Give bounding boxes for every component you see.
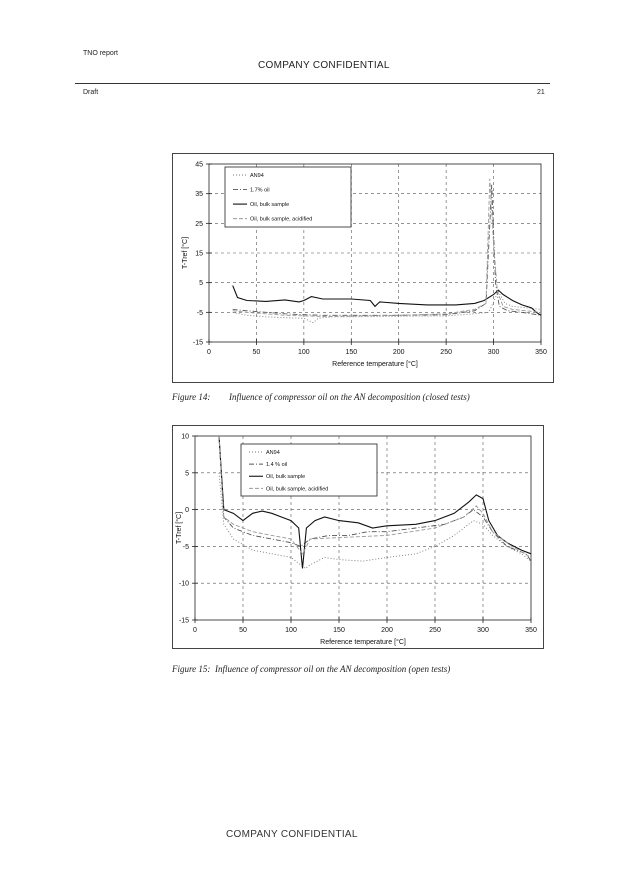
y-axis-label: T-Tref [°C] (182, 236, 189, 270)
x-tick-label: 200 (392, 349, 405, 356)
x-tick-label: 300 (477, 627, 489, 634)
x-axis-label: Reference temperature [°C] (320, 639, 406, 646)
legend-label-3: Oil, bulk sample, acidified (266, 486, 329, 493)
y-tick-label: -15 (192, 339, 203, 347)
y-tick-label: 45 (195, 161, 203, 169)
y-tick-label: 5 (199, 280, 203, 288)
figure-15-chart (172, 425, 544, 649)
y-tick-label: 10 (181, 433, 189, 441)
x-tick-label: 0 (207, 349, 211, 356)
x-tick-label: 100 (285, 627, 297, 634)
legend-label-1: 1.4 % oil (266, 462, 288, 469)
x-tick-label: 100 (298, 349, 310, 356)
y-tick-label: 5 (185, 470, 189, 478)
figure-15-label: Figure 15: (172, 664, 211, 674)
y-axis-label: T-Tref [°C] (176, 511, 183, 545)
x-axis-label: Reference temperature [°C] (332, 361, 418, 368)
figure-14-plot (173, 154, 553, 382)
x-tick-label: 150 (345, 349, 358, 356)
legend-label-2: Oil, bulk sample (266, 474, 306, 481)
y-tick-label: 15 (195, 250, 203, 258)
page-number: 21 (537, 89, 545, 96)
legend-label-1: 1.7% oil (250, 187, 270, 194)
y-tick-label: -5 (182, 543, 189, 551)
figure-14-chart (172, 153, 554, 383)
series-line-0 (233, 292, 541, 323)
x-tick-label: 0 (193, 627, 197, 634)
legend-label-3: Oil, bulk sample, acidified (250, 216, 313, 223)
legend-label-2: Oil, bulk sample (250, 202, 290, 209)
legend-label-0: AN94 (250, 173, 264, 179)
y-tick-label: -5 (196, 309, 203, 317)
series-line-2 (233, 286, 541, 316)
x-tick-label: 50 (252, 349, 261, 356)
legend-label-0: AN94 (266, 450, 280, 456)
figure-14-label: Figure 14: (172, 392, 211, 402)
x-tick-label: 200 (381, 627, 393, 634)
y-tick-label: -10 (178, 580, 189, 588)
figure-15-plot (173, 426, 543, 648)
header-rule (75, 83, 550, 84)
y-tick-label: 0 (185, 507, 189, 515)
x-tick-label: 250 (429, 627, 441, 634)
x-tick-label: 250 (440, 349, 452, 356)
y-tick-label: 25 (195, 220, 203, 228)
x-tick-label: 350 (535, 349, 547, 356)
report-label: TNO report (83, 50, 119, 57)
y-tick-label: -15 (178, 617, 189, 625)
x-tick-label: 50 (239, 627, 247, 634)
y-tick-label: 35 (195, 191, 203, 199)
x-tick-label: 350 (525, 627, 537, 634)
figure-14-caption: Influence of compressor oil on the AN decomposition (closed tests) (229, 392, 470, 402)
x-tick-label: 150 (333, 627, 345, 634)
draft-label: Draft (83, 89, 99, 96)
confidential-header: COMPANY CONFIDENTIAL (258, 60, 390, 71)
x-tick-label: 300 (487, 349, 500, 356)
confidential-footer: COMPANY CONFIDENTIAL (226, 829, 358, 840)
figure-15-caption: Influence of compressor oil on the AN decomposition (open tests) (215, 664, 451, 674)
